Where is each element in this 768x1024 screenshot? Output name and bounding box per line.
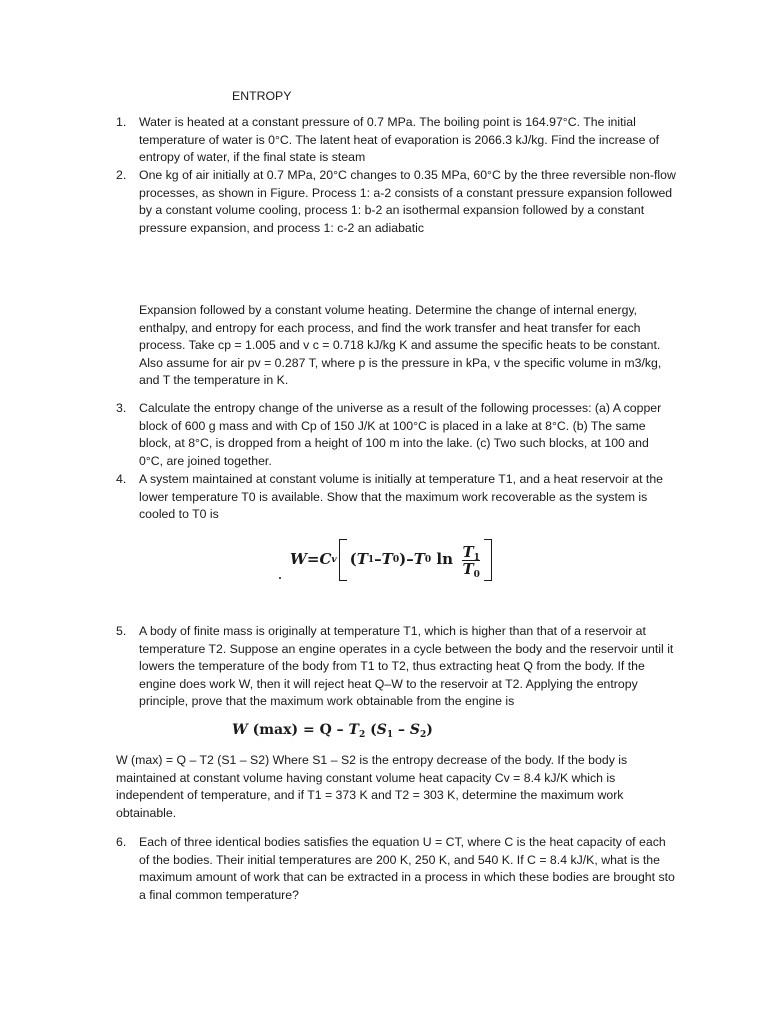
list-item [116,114,676,167]
page-title: ENTROPY [232,89,292,103]
stray-mark [279,577,281,579]
list-item [116,623,676,711]
item-text: A body of finite mass is originally at temperature T1, which is higher than that of a reservoir at temperature T2. Suppose an engine operates in a cycle between the body and the reservoir until it lowers the temperature of the body from T1 to T2, thus extracting heat Q from the body. If the engine does work W, then it will reject heat Q–W to the reservoir at T2. Applying the entropy principle, prove that the maximum work obtainable from the engine is [139,624,674,708]
item-text: Water is heated at a constant pressure of 0.7 MPa. The boiling point is 164.97°C. The initial temperature of water is 0°C. The latent heat of evaporation is 2066.3 kJ/kg. Find the increase of entropy of water, if the final state is steam [139,115,660,164]
temperature-ratio: $\frac{T_1}{T_0}$ [462,542,480,580]
list-item [116,834,676,904]
max-work-formula: W = C v ( T 1 – T 0 ) – T 0 ln $\frac{T_1}{T_0}$ [290,538,492,582]
right-bracket [484,539,492,581]
item-number: 5. [116,624,127,638]
item-number: 4. [116,472,127,486]
item-text: Calculate the entropy change of the universe as a result of the following processes: (a) A copper block of 600 g mass and with Cp of 150 J/K at 100°C is placed in a lake at 8°C. (b) The same block, at 8°C, is dropped from a height of 100 m into the lake. (c) Two such blocks, at 100 and 0°C, are joined together. [139,401,662,468]
item-number: 6. [116,835,127,849]
list-item [116,167,676,237]
item-number: 3. [116,401,127,415]
item-number: 1. [116,115,127,129]
list-item [116,471,676,524]
item-text: Each of three identical bodies satisfies the equation U = CT, where C is the heat capacity of each of the bodies. Their initial temperatures are 200 K, 250 K, and 540 K. If C = 8.4 kJ/K, what is the maximum amount of work that can be extracted in a process in which these bodies are brought sto a final common temperature? [139,835,675,902]
list-item [116,400,676,470]
item-number: 2. [116,168,127,182]
item-text: A system maintained at constant volume is initially at temperature T1, and a heat reservoir at the lower temperature T0 is available. Show that the maximum work recoverable as the system is cooled to T0 is [139,472,664,521]
item-5-continued: W (max) = Q – T2 (S1 – S2) Where S1 – S2 is the entropy decrease of the body. If the body is maintained at constant volume having constant volume heat capacity Cv = 8.4 kJ/K which is independent of temperature, and if T1 = 373 K and T2 = 303 K, determine the maximum work obtainable. [116,753,628,820]
left-bracket [339,539,347,581]
item-2-continued: Expansion followed by a constant volume heating. Determine the change of internal energy, enthalpy, and entropy for each process, and find the work transfer and heat transfer for each process. Take cp = 1.005 and v c = 0.718 kJ/kg K and assume the specific heats to be constant. Also assume for air pv = 0.287 T, where p is the pressure in kPa, v the specific volume in m3/kg, and T the temperature in K. [139,303,662,387]
max-work-entropy-formula: W $(\max) = Q - T_2$ $(S_1 - S_2)$ [232,722,433,740]
item-text: One kg of air initially at 0.7 MPa, 20°C changes to 0.35 MPa, 60°C by the three reversible non-flow processes, as shown in Figure. Process 1: a-2 consists of a constant pressure expansion followed by a constant volume cooling, process 1: b-2 an isothermal expansion followed by a constant pressure expansion, and process 1: c-2 an adiabatic [139,168,676,235]
